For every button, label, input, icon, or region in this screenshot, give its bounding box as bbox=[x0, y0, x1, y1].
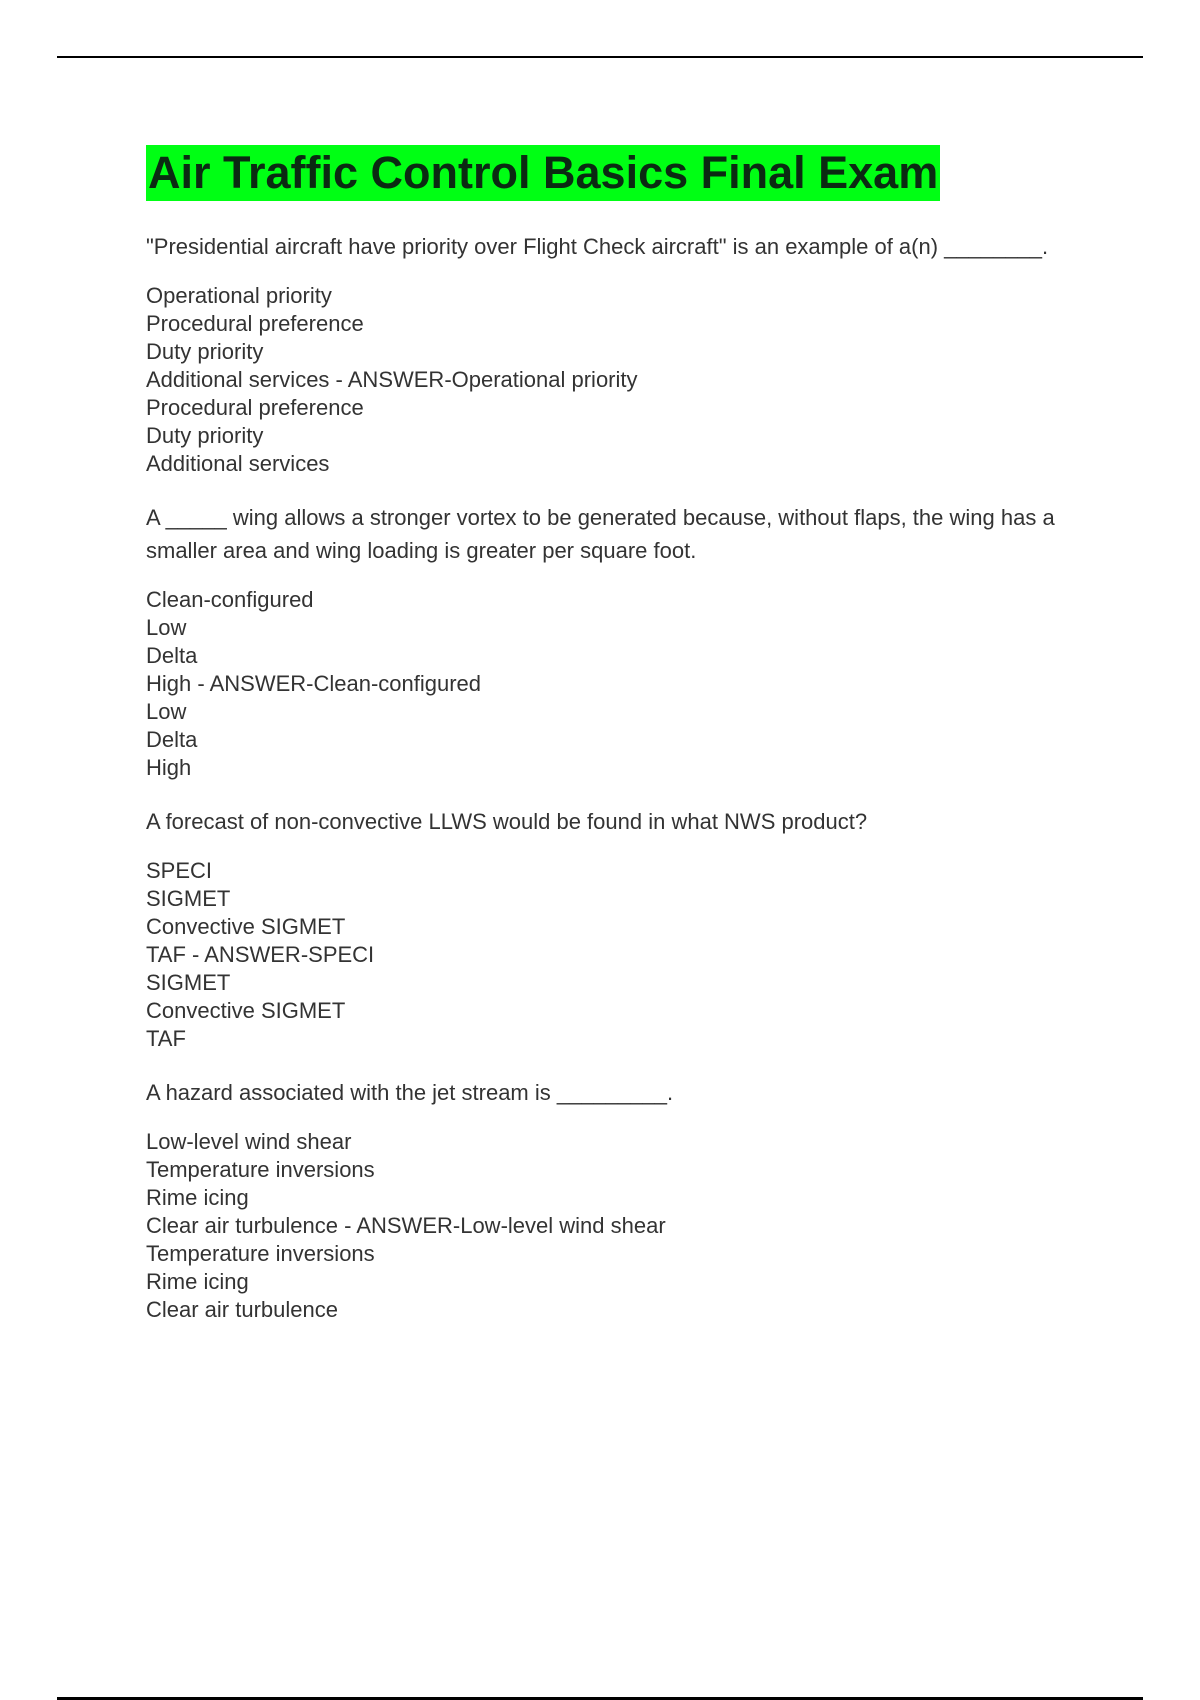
answer-line: Additional services - ANSWER-Operational priority bbox=[146, 367, 638, 392]
answer-line: Delta bbox=[146, 727, 198, 752]
document-title: Air Traffic Control Basics Final Exam bbox=[146, 145, 940, 201]
header-rule bbox=[57, 56, 1143, 58]
answer-line: Temperature inversions bbox=[146, 1157, 375, 1182]
answer-line: Duty priority bbox=[146, 423, 264, 448]
answer-line: Delta bbox=[146, 643, 198, 668]
question-4-text: A hazard associated with the jet stream is _________. bbox=[146, 1080, 674, 1105]
answer-line: Rime icing bbox=[146, 1185, 249, 1210]
answer-line: High - ANSWER-Clean-configured bbox=[146, 671, 482, 696]
answer-line: Convective SIGMET bbox=[146, 914, 346, 939]
answer-line: TAF bbox=[146, 1026, 186, 1051]
question-2-answers bbox=[146, 586, 1091, 782]
answer-line: High bbox=[146, 755, 192, 780]
question-4-answers bbox=[146, 1128, 1091, 1324]
answer-line: Clear air turbulence - ANSWER-Low-level wind shear bbox=[146, 1213, 666, 1238]
answer-line: Low bbox=[146, 699, 187, 724]
answer-line: Temperature inversions bbox=[146, 1241, 375, 1266]
answer-line: Additional services bbox=[146, 451, 330, 476]
answer-line: Clear air turbulence bbox=[146, 1297, 338, 1322]
question-3-text: A forecast of non-convective LLWS would be found in what NWS product? bbox=[146, 809, 868, 834]
answer-line: Rime icing bbox=[146, 1269, 249, 1294]
answer-line: Procedural preference bbox=[146, 311, 364, 336]
answer-line: SIGMET bbox=[146, 970, 231, 995]
answer-line: Convective SIGMET bbox=[146, 998, 346, 1023]
answer-line: TAF - ANSWER-SPECI bbox=[146, 942, 375, 967]
document-body bbox=[146, 145, 1091, 1324]
answer-line: SPECI bbox=[146, 858, 213, 883]
question-1-answers bbox=[146, 282, 1091, 478]
answer-line: Procedural preference bbox=[146, 395, 364, 420]
answer-line: Low bbox=[146, 615, 187, 640]
answer-line: Clean-configured bbox=[146, 587, 314, 612]
question-1-text: "Presidential aircraft have priority over Flight Check aircraft" is an example of a(n) ________. bbox=[146, 234, 1049, 259]
answer-line: Duty priority bbox=[146, 339, 264, 364]
answer-line: Low-level wind shear bbox=[146, 1129, 352, 1154]
question-3-answers bbox=[146, 857, 1091, 1053]
question-2-text: A _____ wing allows a stronger vortex to be generated because, without flaps, the wing has a smaller area and wing loading is greater per square foot. bbox=[146, 505, 1055, 563]
answer-line: Operational priority bbox=[146, 283, 332, 308]
answer-line: SIGMET bbox=[146, 886, 231, 911]
